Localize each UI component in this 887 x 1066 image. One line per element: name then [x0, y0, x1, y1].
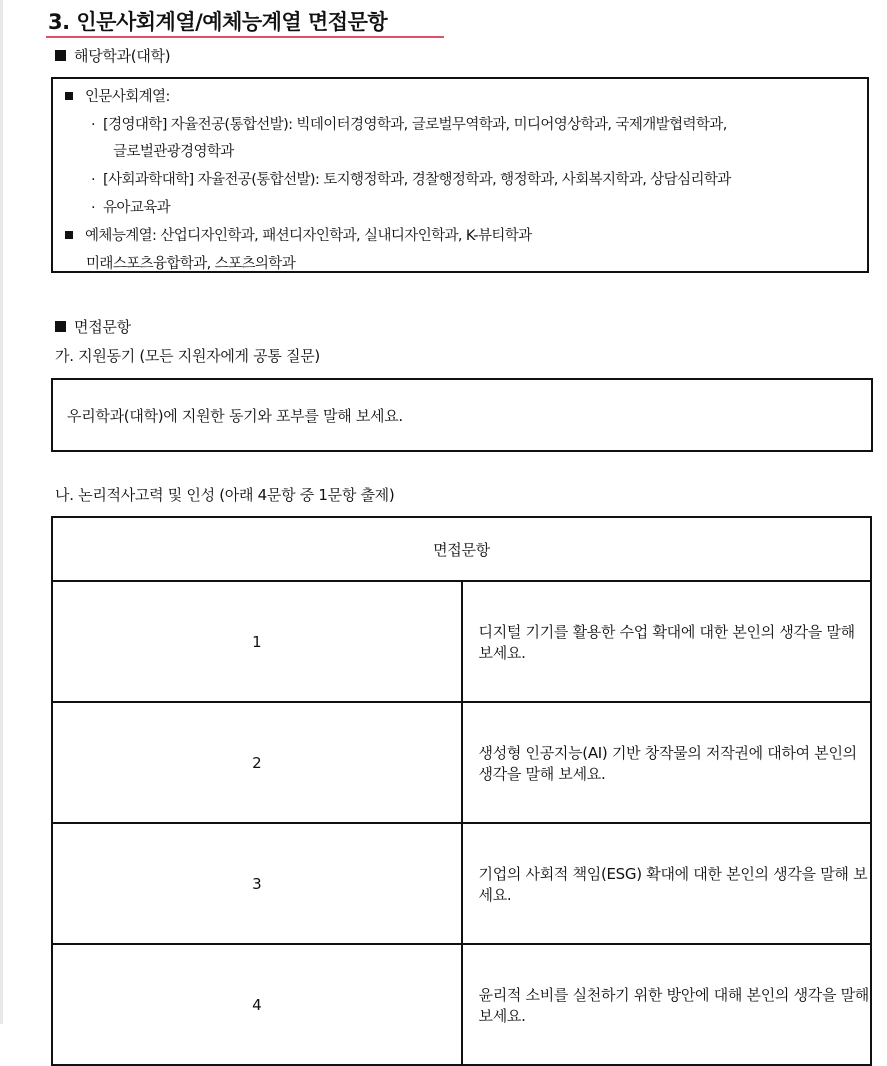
page-title: 3. 인문사회계열/예체능계열 면접문항	[48, 10, 388, 34]
list-item	[91, 168, 731, 189]
page-edge	[0, 0, 3, 1024]
question-number: 1	[52, 581, 462, 702]
arts-line-text: 미래스포츠융합학과, 스포츠의학과	[86, 256, 296, 272]
table-row	[52, 823, 871, 944]
part-a-question: 우리학과(대학)에 지원한 동기와 포부를 말해 보세요.	[67, 407, 403, 425]
part-a-box	[51, 378, 873, 452]
departments-heading	[55, 45, 170, 66]
question-number: 4	[52, 944, 462, 1065]
list-item	[91, 113, 727, 134]
question-number: 3	[52, 823, 462, 944]
humanities-label	[65, 85, 170, 106]
question-text: 윤리적 소비를 실천하기 위한 방안에 대해 본인의 생각을 말해 보세요.	[462, 944, 872, 1065]
question-text: 디지털 기기를 활용한 수업 확대에 대한 본인의 생각을 말해 보세요.	[462, 581, 872, 702]
questions-heading-text: 면접문항	[74, 318, 131, 336]
humanities-label-text: 인문사회계열:	[85, 89, 170, 105]
title-underline	[46, 36, 444, 38]
table-header: 면접문항	[52, 517, 871, 581]
part-a-heading: 가. 지원동기 (모든 지원자에게 공통 질문)	[55, 347, 320, 365]
questions-table	[51, 516, 872, 1066]
arts-line-continuation	[86, 252, 295, 273]
table-row	[52, 702, 871, 823]
table-row	[52, 944, 871, 1065]
table-row	[52, 581, 871, 702]
square-bullet-icon	[65, 231, 73, 239]
dot-bullet-icon: ·	[91, 117, 96, 133]
question-text: 기업의 사회적 책임(ESG) 확대에 대한 본인의 생각을 말해 보세요.	[462, 823, 872, 944]
square-bullet-icon	[65, 92, 73, 100]
square-bullet-icon	[55, 321, 66, 332]
list-item	[91, 196, 170, 217]
departments-box	[51, 77, 869, 273]
questions-heading	[55, 316, 131, 337]
question-number: 2	[52, 702, 462, 823]
part-b-heading: 나. 논리적사고력 및 인성 (아래 4문항 중 1문항 출제)	[55, 486, 395, 504]
arts-line	[65, 224, 532, 245]
list-item-text: 글로벌관광경영학과	[113, 144, 234, 160]
dot-bullet-icon: ·	[91, 200, 96, 216]
list-item-text: [경영대학] 자율전공(통합선발): 빅데이터경영학과, 글로벌무역학과, 미디어영상학과, 국제개발협력학과,	[103, 117, 727, 133]
departments-heading-text: 해당학과(대학)	[74, 47, 171, 65]
list-item-text: [사회과학대학] 자율전공(통합선발): 토지행정학과, 경찰행정학과, 행정학과, 사회복지학과, 상담심리학과	[103, 172, 731, 188]
arts-line-text: 예체능계열: 산업디자인학과, 패션디자인학과, 실내디자인학과, K-뷰티학과	[85, 228, 532, 244]
list-item-text: 유아교육과	[103, 200, 171, 216]
dot-bullet-icon: ·	[91, 172, 96, 188]
square-bullet-icon	[55, 50, 66, 61]
table-header-row	[52, 517, 871, 581]
list-item-continuation	[113, 140, 234, 161]
question-text: 생성형 인공지능(AI) 기반 창작물의 저작권에 대하여 본인의 생각을 말해 보세요.	[462, 702, 872, 823]
